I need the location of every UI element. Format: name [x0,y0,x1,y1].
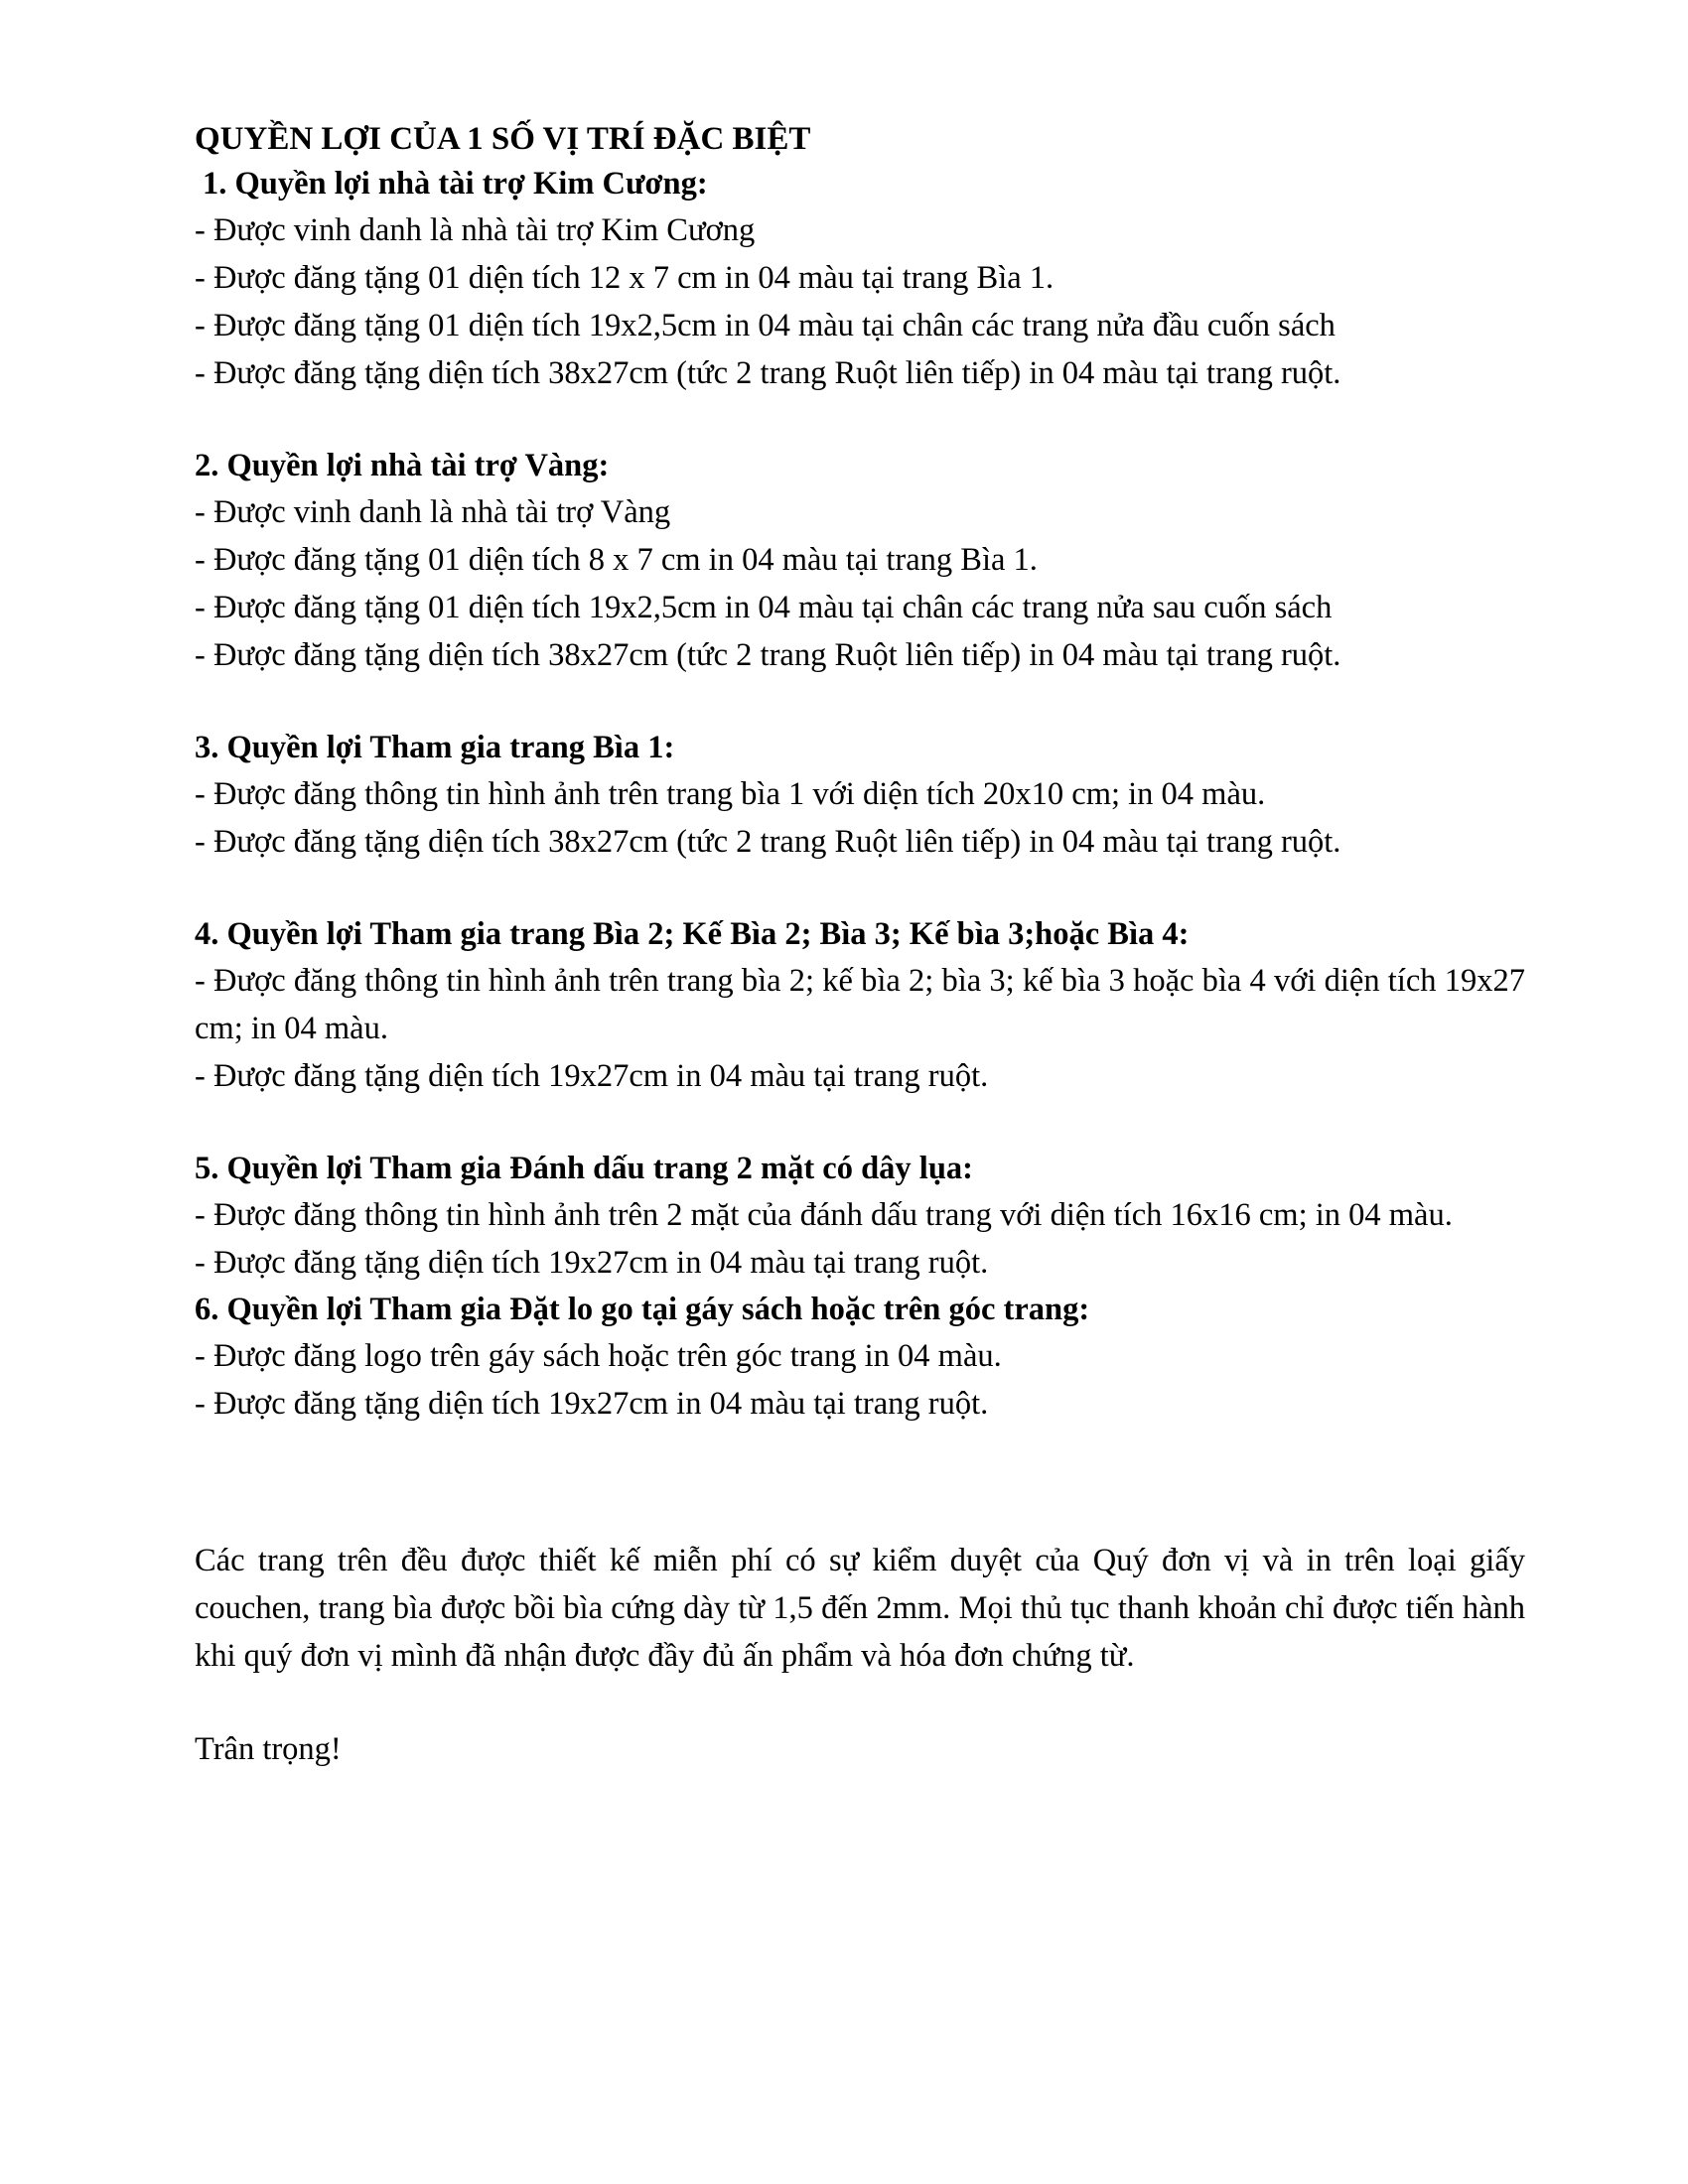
list-item: - Được đăng tặng diện tích 19x27cm in 04 màu tại trang ruột. [195,1058,989,1094]
list-item: - Được đăng tặng 01 diện tích 12 x 7 cm in 04 màu tại trang Bìa 1. [195,260,1055,296]
spacer [195,866,1525,911]
section-logo-placement [195,1287,1525,1428]
section-cover-2-3-4 [195,911,1525,1100]
list-item: - Được đăng tặng diện tích 19x27cm in 04 màu tại trang ruột. [195,1386,989,1422]
section-cover-1 [195,725,1525,866]
spacer [195,397,1525,443]
list-item: - Được đăng thông tin hình ảnh trên 2 mặt của đánh dấu trang với diện tích 16x16 cm; in 04 màu. [195,1197,1453,1233]
list-item: - Được đăng logo trên gáy sách hoặc trên góc trang in 04 màu. [195,1338,1002,1374]
section-heading: 4. Quyền lợi Tham gia trang Bìa 2; Kế Bìa 2; Bìa 3; Kế bìa 3;hoặc Bìa 4: [195,916,1190,952]
section-diamond-sponsor [195,161,1525,397]
list-item: - Được đăng tặng 01 diện tích 19x2,5cm in 04 màu tại chân các trang nửa đầu cuốn sách [195,308,1336,343]
spacer [195,1428,1525,1537]
spacer [195,1100,1525,1146]
section-heading: 3. Quyền lợi Tham gia trang Bìa 1: [195,730,675,765]
spacer [195,679,1525,725]
list-item: - Được đăng thông tin hình ảnh trên trang bìa 1 với diện tích 20x10 cm; in 04 màu. [195,776,1266,812]
section-gold-sponsor [195,443,1525,679]
list-item: - Được đăng thông tin hình ảnh trên trang bìa 2; kế bìa 2; bìa 3; kế bìa 3 hoặc bìa 4 với diện tích 19x27 cm; in 04 màu. [195,963,1525,1046]
section-heading: 1. Quyền lợi nhà tài trợ Kim Cương: [203,166,708,202]
document-title: QUYỀN LỢI CỦA 1 SỐ VỊ TRÍ ĐẶC BIỆT [195,121,811,157]
list-item: - Được đăng tặng diện tích 38x27cm (tức 2 trang Ruột liên tiếp) in 04 màu tại trang ruột. [195,355,1341,391]
list-item: - Được đăng tặng diện tích 38x27cm (tức 2 trang Ruột liên tiếp) in 04 màu tại trang ruột. [195,824,1341,860]
section-heading: 2. Quyền lợi nhà tài trợ Vàng: [195,448,610,483]
document-page [195,117,1525,1773]
list-item: - Được đăng tặng diện tích 38x27cm (tức 2 trang Ruột liên tiếp) in 04 màu tại trang ruột. [195,637,1341,673]
section-heading: 6. Quyền lợi Tham gia Đặt lo go tại gáy sách hoặc trên góc trang: [195,1292,1090,1327]
closing-note: Các trang trên đều được thiết kế miễn phí có sự kiểm duyệt của Quý đơn vị và in trên loại giấy couchen, trang bìa được bồi bìa cứng dày từ 1,5 đến 2mm. Mọi thủ tục thanh khoản chỉ được tiến hành khi quý đơn vị mình đã nhận được đầy đủ ấn phẩm và hóa đơn chứng từ. [195,1543,1525,1674]
closing-greeting: Trân trọng! [195,1731,342,1767]
section-bookmark [195,1146,1525,1287]
list-item: - Được đăng tặng 01 diện tích 19x2,5cm in 04 màu tại chân các trang nửa sau cuốn sách [195,590,1333,625]
list-item: - Được đăng tặng 01 diện tích 8 x 7 cm in 04 màu tại trang Bìa 1. [195,542,1038,578]
list-item: - Được vinh danh là nhà tài trợ Kim Cương [195,212,756,248]
section-heading: 5. Quyền lợi Tham gia Đánh dấu trang 2 mặt có dây lụa: [195,1151,973,1186]
spacer [195,1680,1525,1725]
list-item: - Được vinh danh là nhà tài trợ Vàng [195,494,671,530]
list-item: - Được đăng tặng diện tích 19x27cm in 04 màu tại trang ruột. [195,1245,989,1281]
